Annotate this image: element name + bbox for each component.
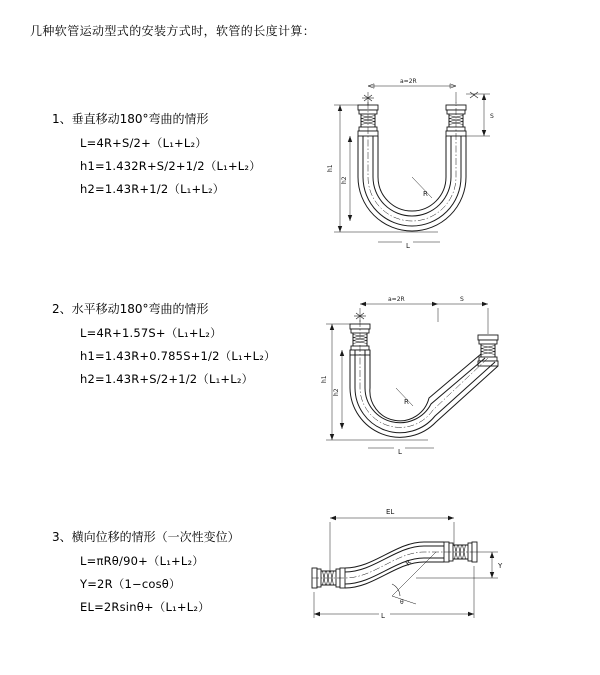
svg-text:R: R <box>404 398 409 406</box>
section-1-formula-1: L=4R+S/2+（L₁+L₂） <box>80 136 207 150</box>
section-1-heading: 1、垂直移动180°弯曲的情形 <box>52 112 209 126</box>
section-2-formula-3: h2=1.43R+S/2+1/2（L₁+L₂） <box>80 372 254 386</box>
svg-text:L: L <box>406 242 410 250</box>
svg-text:R: R <box>423 190 428 198</box>
figure-2-horizontal-180-bend <box>318 288 518 458</box>
svg-text:Y: Y <box>498 562 503 570</box>
svg-text:h1: h1 <box>321 375 328 383</box>
section-1-formula-2: h1=1.432R+S/2+1/2（L₁+L₂） <box>80 159 261 173</box>
svg-text:L: L <box>398 448 402 456</box>
svg-text:h1: h1 <box>327 164 334 172</box>
svg-text:S: S <box>490 113 494 120</box>
svg-text:EL: EL <box>386 508 395 516</box>
svg-text:h2: h2 <box>341 176 348 184</box>
figure-3-lateral-offset <box>296 500 511 630</box>
section-2-heading: 2、水平移动180°弯曲的情形 <box>52 302 209 316</box>
svg-text:L: L <box>381 612 385 620</box>
svg-text:h2: h2 <box>333 388 340 396</box>
section-2 <box>52 300 276 394</box>
svg-text:S: S <box>460 296 464 303</box>
section-2-formula-2: h1=1.43R+0.785S+1/2（L₁+L₂） <box>80 349 276 363</box>
section-3 <box>52 528 240 622</box>
section-1 <box>52 110 261 204</box>
section-3-heading: 3、横向位移的情形（一次性变位） <box>52 530 240 544</box>
section-3-formula-2: Y=2R（1−cosθ） <box>80 577 181 591</box>
section-3-formula-3: EL=2Rsinθ+（L₁+L₂） <box>80 600 210 614</box>
section-3-formula-1: L=πRθ/90+（L₁+L₂） <box>80 554 205 568</box>
figure-1-vertical-180-bend <box>318 72 518 262</box>
svg-text:a=2R: a=2R <box>388 296 405 303</box>
section-2-formula-1: L=4R+1.57S+（L₁+L₂） <box>80 326 222 340</box>
svg-text:θ: θ <box>400 599 404 606</box>
svg-text:R: R <box>403 558 413 568</box>
svg-text:a=2R: a=2R <box>400 78 417 85</box>
page-title: 几种软管运动型式的安装方式时，软管的长度计算： <box>30 24 316 38</box>
section-1-formula-3: h2=1.43R+1/2（L₁+L₂） <box>80 182 225 196</box>
